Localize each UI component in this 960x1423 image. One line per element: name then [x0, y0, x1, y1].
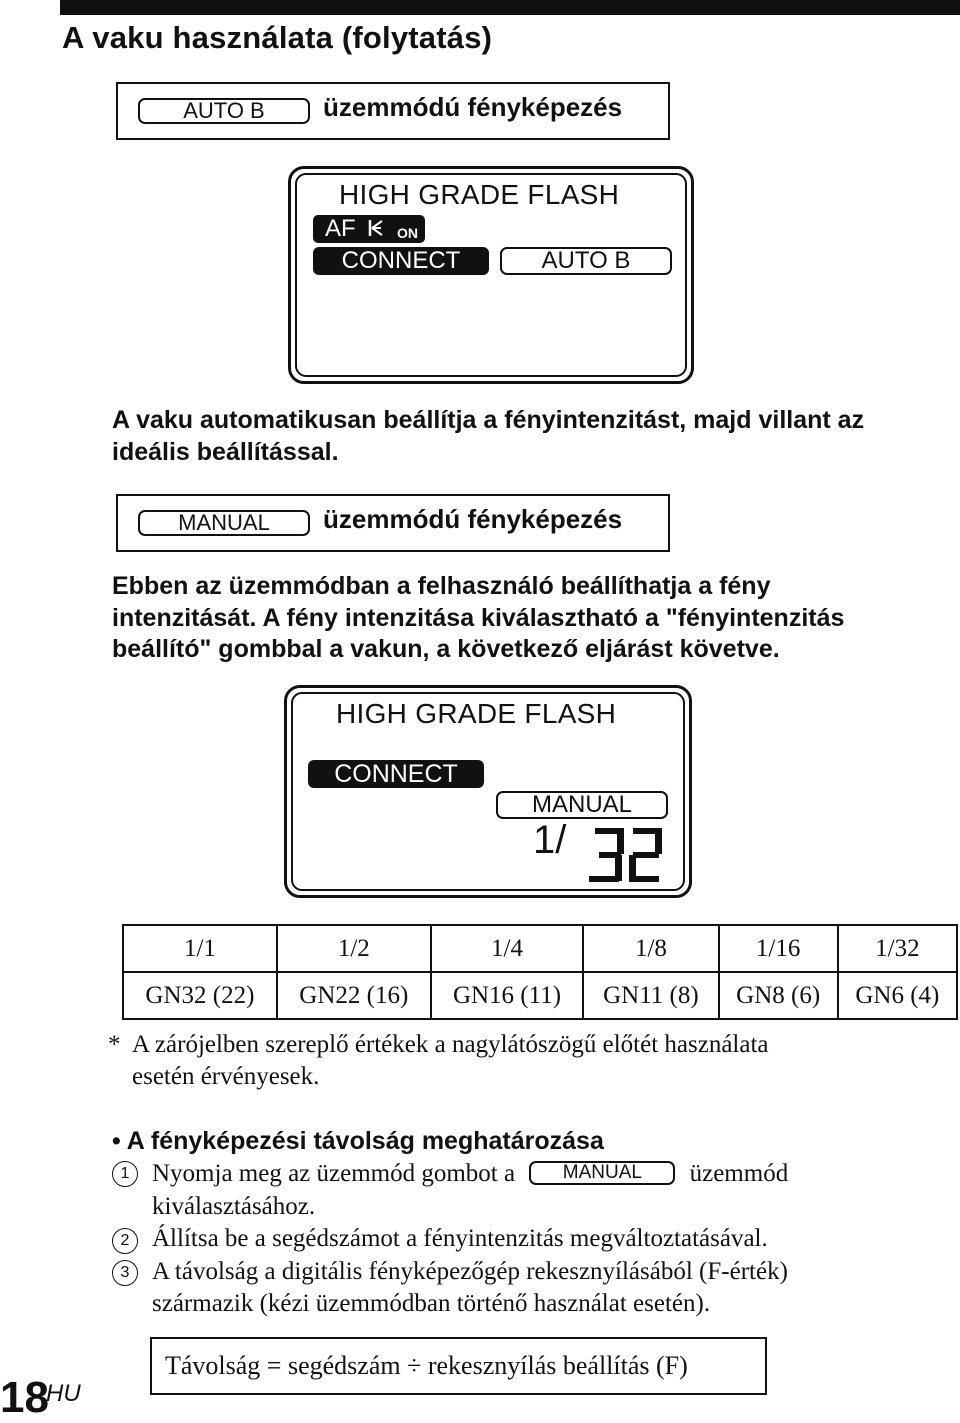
auto-description-line: ideális beállítással.: [112, 437, 339, 466]
step-text: üzemmód: [689, 1160, 789, 1187]
on-label: ON: [397, 225, 419, 241]
footnote-marker: *: [108, 1031, 121, 1058]
seven-segment-denominator: [589, 828, 665, 882]
section-title-text: A fényképezési távolság meghatározása: [126, 1127, 604, 1155]
auto-b-mode-badge: AUTO B: [138, 98, 310, 124]
step-3-text: A távolság a digitális fényképezőgép rekesznyílásából (F-érték): [152, 1258, 788, 1285]
table-cell: GN32 (22): [123, 972, 277, 1019]
step-text: Nyomja meg az üzemmód gombot a: [152, 1160, 516, 1187]
manual-mode-badge: MANUAL: [138, 510, 310, 536]
footnote: [108, 1029, 769, 1093]
table-cell: 1/4: [431, 925, 584, 972]
distance-section-title: [112, 1127, 604, 1156]
step-2-text: Állítsa be a segédszámot a fényintenzitás megváltoztatásával.: [152, 1225, 768, 1252]
footnote-line: esetén érvényesek.: [132, 1063, 320, 1090]
table-cell: GN6 (4): [838, 972, 957, 1019]
flash-display-auto: [288, 166, 694, 384]
step-number-3: 3: [112, 1260, 138, 1286]
table-cell: 1/16: [719, 925, 838, 972]
flash-display-manual: [284, 685, 692, 898]
manual-description: [112, 571, 844, 666]
table-cell: 1/2: [277, 925, 431, 972]
manual-description-line: Ebben az üzemmódban a felhasználó beállíthatja a fény: [112, 572, 771, 600]
af-illuminator-icon: [368, 217, 390, 237]
manual-inline-badge: MANUAL: [529, 1161, 675, 1185]
step-1-text: [152, 1158, 788, 1190]
table-row: [123, 972, 957, 1019]
af-indicator: [313, 215, 425, 243]
step-number-1: 1: [112, 1161, 138, 1187]
step-number-2: 2: [112, 1228, 138, 1254]
footnote-line: A zárójelben szereplő értékek a nagylátószögű előtét használata: [132, 1031, 769, 1058]
display-title: HIGH GRADE FLASH: [339, 179, 620, 210]
page-language-suffix: HU: [46, 1380, 81, 1407]
display-title: HIGH GRADE FLASH: [336, 698, 617, 729]
page-title: A vaku használata (folytatás): [62, 20, 493, 55]
table-cell: 1/8: [583, 925, 718, 972]
step-1-continuation: kiválasztásához.: [152, 1193, 316, 1220]
step-3-continuation: származik (kézi üzemmódban történő használat esetén).: [152, 1290, 711, 1317]
auto-b-display-badge: AUTO B: [500, 247, 672, 275]
table-cell: GN11 (8): [583, 972, 718, 1019]
manual-display-badge: MANUAL: [496, 791, 668, 819]
manual-mode-heading-text: üzemmódú fényképezés: [323, 504, 623, 534]
manual-description-line: intenzitását. A fény intenzitása kiválasztható a "fényintenzitás: [112, 603, 845, 632]
table-cell: GN16 (11): [431, 972, 584, 1019]
header-rule: [60, 0, 960, 15]
table-cell: GN22 (16): [277, 972, 431, 1019]
fraction-prefix: 1/: [533, 818, 567, 862]
auto-description-line: A vaku automatikusan beállítja a fényintenzitást, majd villant az: [112, 406, 865, 434]
table-cell: 1/32: [838, 925, 957, 972]
page-number: 18: [0, 1373, 49, 1422]
connect-indicator: CONNECT: [308, 760, 484, 788]
table-cell: 1/1: [123, 925, 277, 972]
auto-description: [112, 405, 864, 468]
distance-formula: Távolság = segédszám ÷ rekesznyílás beállítás (F): [150, 1337, 767, 1395]
guide-number-table: [122, 924, 958, 1020]
af-label: AF: [325, 215, 356, 242]
table-cell: GN8 (6): [719, 972, 838, 1019]
auto-mode-heading-box: [116, 82, 670, 140]
auto-mode-heading-text: üzemmódú fényképezés: [323, 92, 623, 122]
manual-description-line: beállító" gombbal a vakun, a következő eljárást követve.: [112, 635, 780, 663]
connect-indicator: CONNECT: [313, 247, 489, 275]
bullet: •: [112, 1127, 121, 1155]
table-row: [123, 925, 957, 972]
manual-mode-heading-box: [116, 494, 670, 552]
